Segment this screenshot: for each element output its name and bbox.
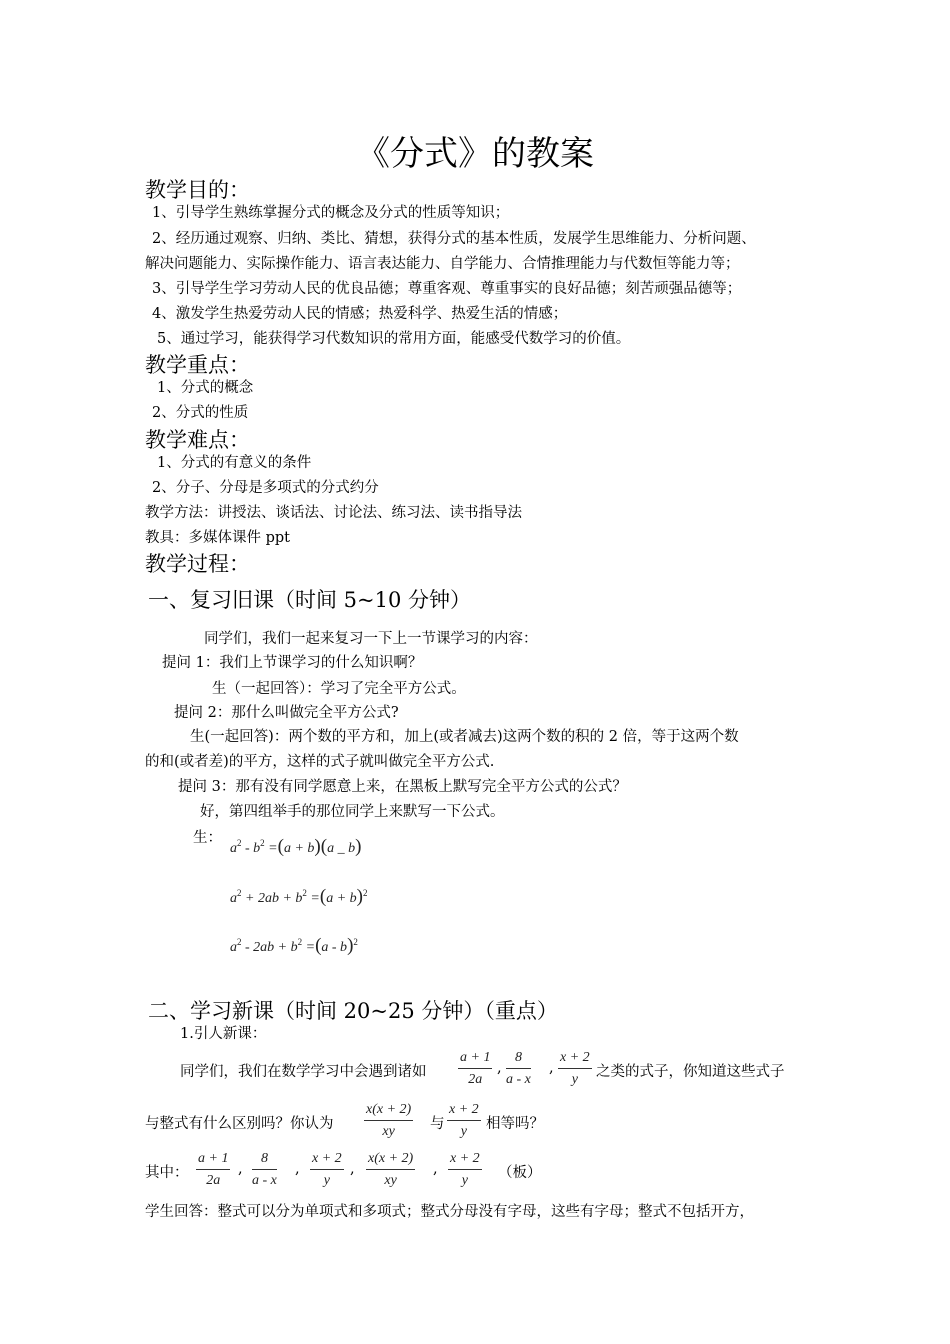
intro-line-3-pre: 其中： [145, 1165, 189, 1181]
section2-subheading: 1.引人新课： [180, 1026, 267, 1042]
fraction-8-over-a-minus-x: $\frac{8}{a - x}$ [252, 1151, 277, 1188]
section1-line-1: 同学们，我们一起来复习一下上一节课学习的内容： [204, 631, 538, 647]
objective-item-2-cont: 解决问题能力、实际操作能力、语言表达能力、自学能力、合情推理能力与代数恒等能力等； [145, 256, 740, 272]
board-note: （板） [498, 1165, 542, 1181]
comma: , [238, 1161, 243, 1177]
fraction-8-over-a-minus-x: $\frac{8}{a - x}$ [506, 1050, 531, 1087]
fraction-x-plus-2-over-y: $\frac{x + 2}{y}$ [312, 1151, 342, 1188]
teaching-tools: 教具：多媒体课件 ppt [145, 530, 290, 546]
key-point-2: 2、分式的性质 [152, 405, 249, 421]
formula-square-of-sum: $a^2 + 2ab + b^2 =(a + b)^2$ [230, 886, 368, 907]
intro-line-2-pre: 与整式有什么区别吗？你认为 [145, 1116, 334, 1132]
intro-line-2-mid: 与 [430, 1116, 445, 1132]
comma: , [350, 1161, 355, 1177]
intro-line-1-pre: 同学们，我们在数学学习中会遇到诸如 [180, 1064, 427, 1080]
section1-line-8: 好，第四组举手的那位同学上来默写一下公式。 [200, 804, 505, 820]
answer-2-cont: 的和(或者差)的平方，这样的式子就叫做完全平方公式. [145, 754, 495, 770]
objective-item-5: 5、通过学习，能获得学习代数知识的常用方面，能感受代数学习的价值。 [157, 331, 631, 347]
answer-2: 生(一起回答)：两个数的平方和，加上(或者减去)这两个数的积的 2 倍，等于这两个数 [190, 729, 739, 745]
section1-heading: 一、复习旧课（时间 5~10 分钟） [148, 588, 472, 612]
objective-item-4: 4、激发学生热爱劳动人民的情感；热爱科学、热爱生活的情感； [152, 306, 568, 322]
intro-line-2-post: 相等吗？ [486, 1116, 544, 1132]
objectives-heading: 教学目的： [145, 178, 250, 202]
key-points-heading: 教学重点： [145, 353, 250, 377]
difficulty-1: 1、分式的有意义的条件 [157, 455, 312, 471]
fraction-a-plus-1-over-2a: $\frac{a + 1}{2a}$ [460, 1050, 491, 1087]
objective-item-3: 3、引导学生学习劳动人民的优良品德；尊重客观、尊重事实的良好品德；刻苦顽强品德等； [152, 281, 742, 297]
question-2: 提问 2：那什么叫做完全平方公式? [174, 705, 399, 721]
objective-item-2: 2、经历通过观察、归纳、类比、猜想，获得分式的基本性质，发展学生思维能力、分析问题、 [152, 231, 756, 247]
objective-item-1: 1、引导学生熟练掌握分式的概念及分式的性质等知识； [152, 205, 510, 221]
fraction-x-plus-2-over-y: $\frac{x + 2}{y}$ [560, 1050, 590, 1087]
key-point-1: 1、分式的概念 [157, 380, 254, 396]
student-answer: 学生回答：整式可以分为单项式和多项式；整式分母没有字母，这些有字母；整式不包括开方， [145, 1204, 754, 1220]
fraction-x-plus-2-over-y: $\frac{x + 2}{y}$ [450, 1151, 480, 1188]
difficulties-heading: 教学难点： [145, 428, 250, 452]
question-1: 提问 1：我们上节课学习的什么知识啊？ [162, 655, 423, 671]
difficulty-2: 2、分子、分母是多项式的分式约分 [152, 480, 379, 496]
process-heading: 教学过程： [145, 552, 250, 576]
fraction-x-x-plus-2-over-xy: $\frac{x(x + 2)}{xy}$ [368, 1151, 414, 1188]
fraction-x-plus-2-over-y: $\frac{x + 2}{y}$ [449, 1102, 479, 1139]
intro-line-1-post: 之类的式子，你知道这些式子 [596, 1064, 785, 1080]
comma: , [433, 1161, 438, 1177]
comma: , [295, 1161, 300, 1177]
fraction-x-x-plus-2-over-xy: $\frac{x(x + 2)}{xy}$ [366, 1102, 412, 1139]
formula-square-of-difference: $a^2 - 2ab + b^2 =(a - b)^2$ [230, 935, 358, 956]
student-label: 生： [193, 830, 222, 846]
fraction-a-plus-1-over-2a: $\frac{a + 1}{2a}$ [198, 1151, 229, 1188]
teaching-methods: 教学方法：讲授法、谈话法、讨论法、练习法、读书指导法 [145, 505, 522, 521]
answer-1: 生（一起回答）：学习了完全平方公式。 [212, 681, 466, 697]
comma: , [497, 1060, 502, 1076]
comma: , [549, 1060, 554, 1076]
section2-heading: 二、学习新课（时间 20~25 分钟）（重点） [148, 999, 558, 1023]
formula-difference-of-squares: $a^2 - b^2 =(a + b)(a$ _ b) [230, 836, 362, 857]
page-title: 《分式》的教案 [356, 134, 594, 174]
question-3: 提问 3：那有没有同学愿意上来，在黑板上默写完全平方公式的公式？ [178, 779, 627, 795]
